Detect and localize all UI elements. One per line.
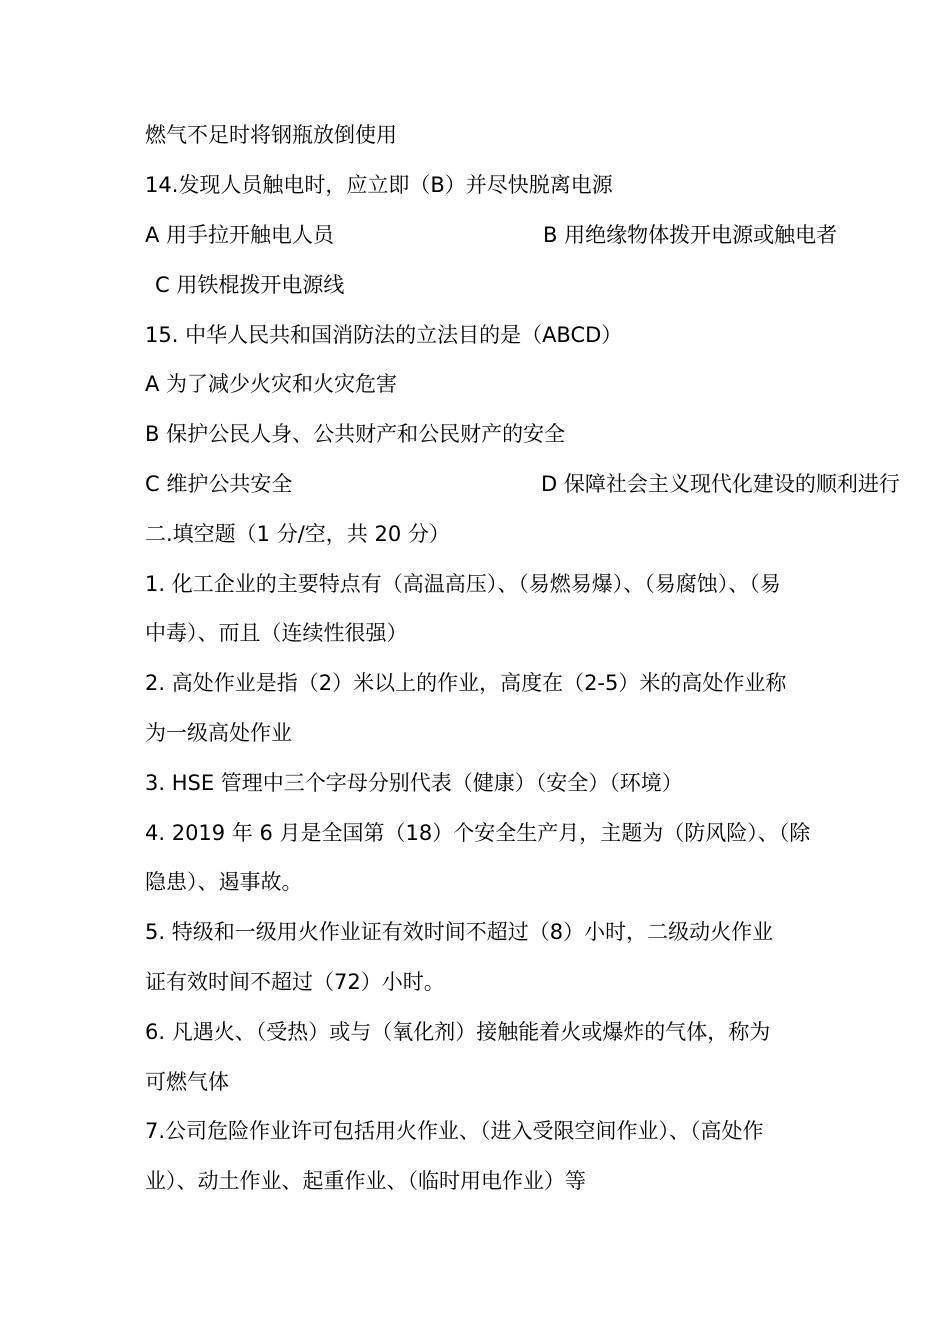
fill-1-line-2: 中毒）、而且（连续性很强） [145,621,408,645]
option-b: B 保护公民人身、公共财产和公民财产的安全 [145,422,566,446]
option-a: A 用手拉开触电人员 [145,223,335,247]
question-14: 14.发现人员触电时，应立即（B）并尽快脱离电源 [145,173,613,197]
fill-1-line-1: 1. 化工企业的主要特点有（高温高压）、（易燃易爆）、（易腐蚀）、（易 [145,572,781,596]
fill-5-line-2: 证有效时间不超过（72）小时。 [145,970,445,994]
fill-7-line-1: 7.公司危险作业许可包括用火作业、（进入受限空间作业）、（高处作 [145,1119,764,1143]
option-d: D 保障社会主义现代化建设的顺利进行 [541,472,900,496]
fill-4-line-2: 隐患）、遏事故。 [145,870,303,894]
option-c: C 用铁棍拨开电源线 [155,273,345,297]
fill-7-line-2: 业）、动土作业、起重作业、（临时用电作业）等 [145,1169,586,1193]
option-c: C 维护公共安全 [145,472,293,496]
option-a: A 为了减少火灾和火灾危害 [145,372,398,396]
question-15: 15. 中华人民共和国消防法的立法目的是（ABCD） [145,323,623,347]
fill-6-line-2: 可燃气体 [145,1070,229,1094]
fill-6-line-1: 6. 凡遇火、（受热）或与（氧化剂）接触能着火或爆炸的气体，称为 [145,1020,771,1044]
fill-3: 3. HSE 管理中三个字母分别代表（健康）（安全）（环境） [145,771,683,795]
fill-2-line-1: 2. 高处作业是指（2）米以上的作业，高度在（2-5）米的高处作业称 [145,671,787,695]
fill-5-line-1: 5. 特级和一级用火作业证有效时间不超过（8）小时，二级动火作业 [145,920,774,944]
question-14-options [145,220,838,250]
question-15-options [145,469,900,499]
section-heading: 二.填空题（1 分/空，共 20 分） [145,522,450,546]
fill-2-line-2: 为一级高处作业 [145,721,292,745]
fill-4-line-1: 4. 2019 年 6 月是全国第（18）个安全生产月，主题为（防风险）、（除 [145,821,811,845]
text-line: 燃气不足时将钢瓶放倒使用 [145,123,397,147]
option-b: B 用绝缘物体拨开电源或触电者 [543,223,838,247]
